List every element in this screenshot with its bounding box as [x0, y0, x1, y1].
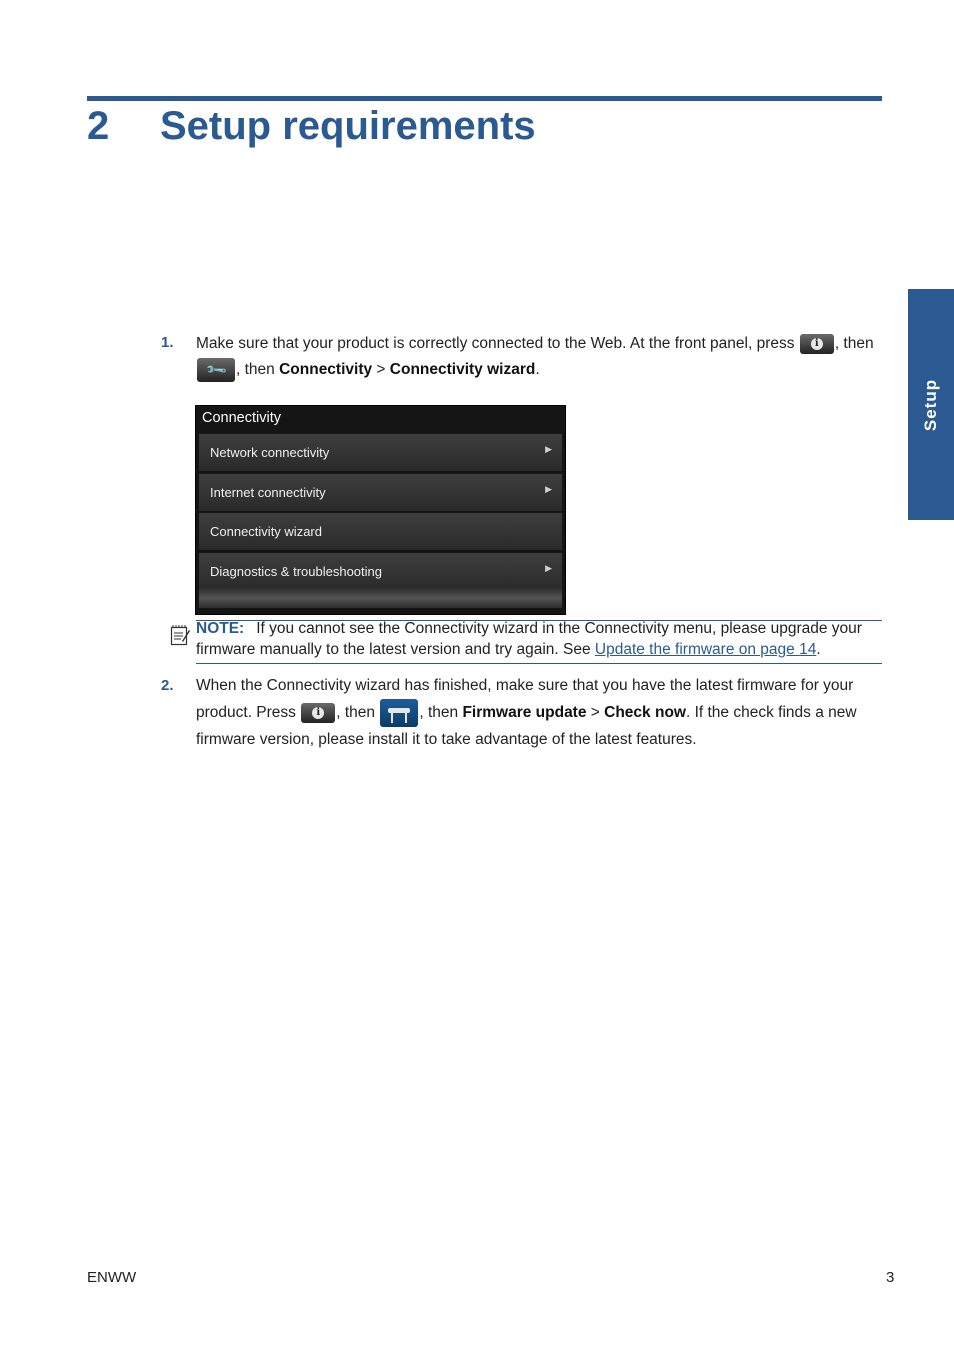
panel-item-network-connectivity[interactable] [199, 434, 562, 472]
info-icon: i [800, 334, 834, 354]
note-text [196, 618, 882, 660]
note-icon [170, 624, 190, 646]
front-panel-screenshot [195, 405, 566, 615]
panel-footer-bar [199, 588, 562, 608]
footer-left: ENWW [87, 1269, 137, 1286]
step-1-text-a: Make sure that your product is correctly connected to the Web. At the front panel, press [196, 335, 795, 352]
panel-title: Connectivity [202, 410, 281, 426]
chapter-heading [87, 104, 536, 149]
panel-item-label: Network connectivity [210, 445, 330, 460]
page-number: 3 [886, 1269, 895, 1286]
step-2-text-a: When the Connectivity wizard has finished, make sure that you have the latest firmware for your product. Press [196, 677, 854, 722]
chevron-right-icon: ▶ [545, 562, 552, 573]
panel-item-connectivity-wizard[interactable] [199, 513, 562, 551]
step-2-check-now: Check now [604, 704, 686, 722]
step-2-end: . If the check finds a new firmware version, please install it to take advantage of the latest features. [196, 704, 857, 748]
chapter-number: 2 [87, 104, 110, 148]
step-1-text-b: , then [834, 335, 874, 352]
chapter-top-rule [87, 96, 882, 101]
firmware-update-link[interactable]: Update the firmware on page 14 [594, 641, 817, 658]
note-label: NOTE: [196, 620, 245, 637]
note-body: If you cannot see the Connectivity wizard in the Connectivity menu, please upgrade your firmware manually to the latest version and try again. See [196, 620, 862, 658]
panel-item-label: Internet connectivity [210, 484, 326, 500]
note-bottom-rule [196, 663, 882, 664]
wrench-icon: 🔧 [197, 358, 235, 382]
step-1-connectivity-wizard: Connectivity wizard [389, 361, 536, 378]
chevron-right-icon: ▶ [545, 483, 552, 494]
step-2-text-b: , then [336, 704, 376, 722]
step-1-connectivity: Connectivity [279, 361, 373, 378]
note-end: . [816, 641, 821, 658]
section-side-tab [908, 289, 954, 520]
panel-item-diagnostics[interactable] [199, 553, 562, 591]
step-2-number: 2. [161, 677, 174, 694]
step-1-text-c: , then [236, 361, 275, 378]
step-2-firmware-update: Firmware update [462, 704, 587, 722]
chevron-right-icon: ▶ [545, 444, 552, 454]
step-1-end: . [535, 361, 540, 378]
step-2-text-c: , then [419, 704, 459, 722]
panel-item-label: Diagnostics & troubleshooting [210, 563, 382, 579]
step-2-text [196, 673, 882, 753]
panel-item-internet-connectivity[interactable] [199, 474, 562, 512]
info-icon: i [301, 703, 335, 723]
printer-icon [380, 699, 418, 727]
panel-item-label: Connectivity wizard [210, 524, 322, 539]
step-1-sep: > [372, 361, 390, 378]
chapter-title: Setup requirements [160, 104, 536, 148]
step-1-text [196, 331, 882, 383]
step-1-number: 1. [161, 334, 174, 351]
step-2-sep: > [586, 704, 605, 722]
side-tab-label: Setup [921, 378, 940, 431]
panel-menu-list [199, 434, 562, 592]
